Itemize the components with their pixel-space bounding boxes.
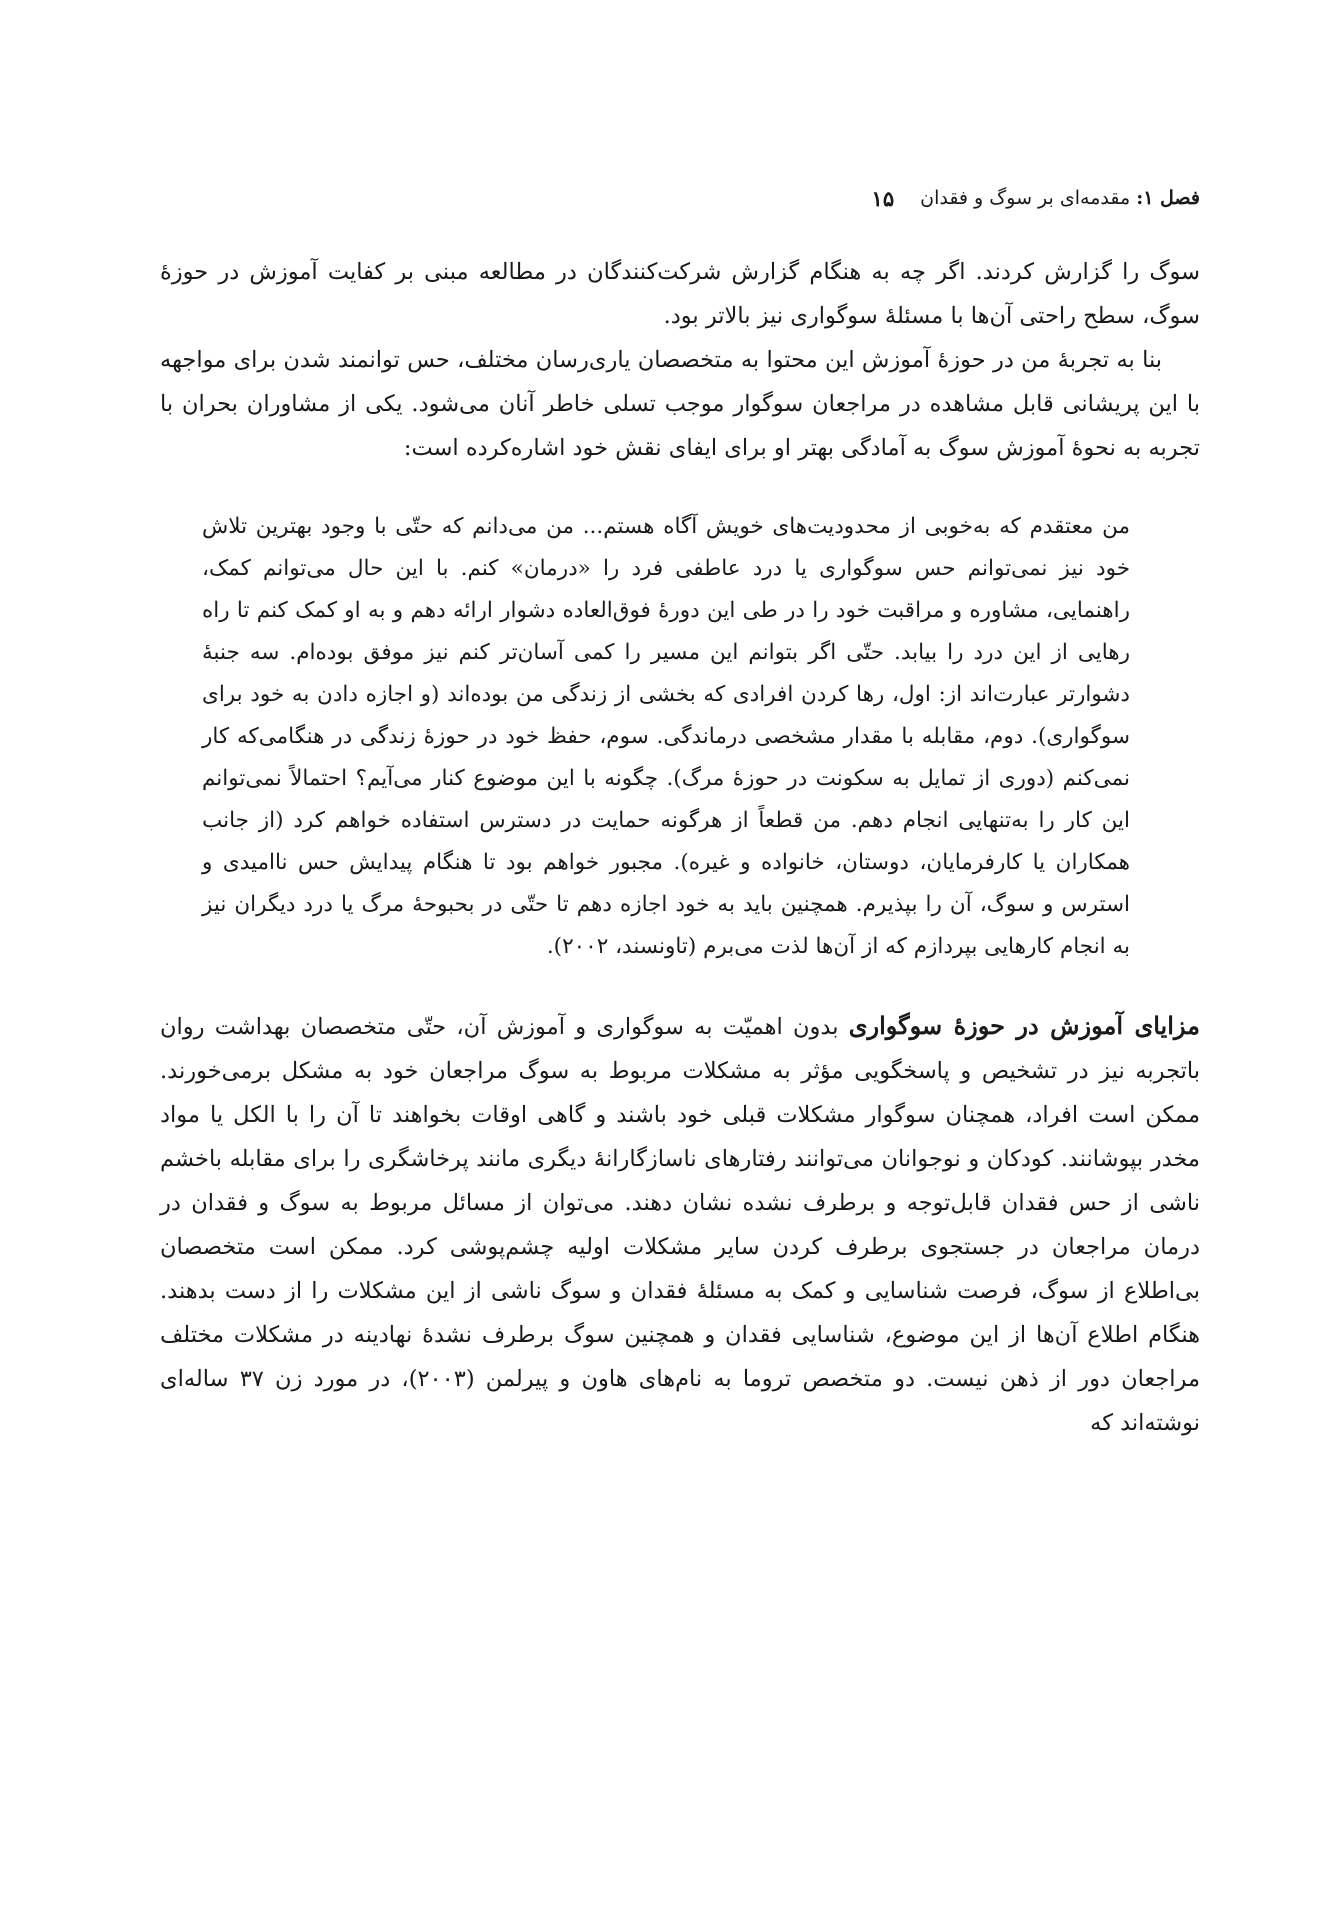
chapter-label: فصل ۱: bbox=[1136, 187, 1200, 209]
page-number: ۱۵ bbox=[871, 185, 895, 211]
paragraph-2: بنا به تجربهٔ من در حوزهٔ آموزش این محتوا به متخصصان یاری‌رسان مختلف، حس توانمند شدن برای مواجهه با این پریشانی قابل مشاهده در مراجعان سوگوار موجب تسلی خاطر آنان می‌شود. یکی از مشاوران بحران با تجربه به نحوهٔ آموزش سوگ به آمادگی بهتر او برای ایفای نقش خود اشاره‌کرده است: bbox=[160, 347, 1200, 461]
section-heading: مزایای آموزش در حوزهٔ سوگواری bbox=[848, 1011, 1200, 1040]
body-text bbox=[160, 250, 1200, 1445]
chapter-title bbox=[920, 187, 1200, 209]
block-quote: من معتقدم که به‌خوبی از محدودیت‌های خویش آگاه هستم... من می‌دانم که حتّی با وجود بهترین تلاش خود نیز نمی‌توانم حس سوگواری یا درد عاطفی فرد را «درمان» کنم. با این حال می‌توانم کمک، راهنمایی، مشاوره و مراقبت خود را در طی این دورهٔ فوق‌العاده دشوار ارائه دهم و به او کمک کنم تا راه رهایی از این درد را بیابد. حتّی اگر بتوانم این مسیر را کمی آسان‌تر کنم نیز موفق بوده‌ام. سه جنبهٔ دشوارتر عبارت‌اند از: اول، رها کردن افرادی که بخشی از زندگی من بوده‌اند (و اجازه دادن به خود برای سوگواری). دوم، مقابله با مقدار مشخصی درماندگی. سوم، حفظ خود در حوزهٔ زندگی در هنگامی‌که کار نمی‌کنم (دوری از تمایل به سکونت در حوزهٔ مرگ). چگونه با این موضوع کنار می‌آیم؟ احتمالاً نمی‌توانم این کار را به‌تنهایی انجام دهم. من قطعاً از هرگونه حمایت در دسترس استفاده خواهم کرد (از جانب همکاران یا کارفرمایان، دوستان، خانواده و غیره). مجبور خواهم بود تا هنگام پیدایش حس ناامیدی و استرس و سوگ، آن را بپذیرم. همچنین باید به خود اجازه دهم تا حتّی در بحبوحهٔ مرگ یا درد دیگران نیز به انجام کارهایی بپردازم که از آن‌ها لذت می‌برم (تاونسند، ۲۰۰۲). bbox=[202, 514, 1130, 959]
section-text: بدون اهمیّت به سوگواری و آموزش آن، حتّی متخصصان بهداشت روان باتجربه نیز در تشخیص و پاسخگویی مؤثر به مشکلات مربوط به سوگ مراجعان خود به مشکل برمی‌خورند. ممکن است افراد، همچنان سوگوار مشکلات قبلی خود باشند و گاهی اوقات بخواهند تا آن را با الکل یا مواد مخدر بپوشانند. کودکان و نوجوانان می‌توانند رفتارهای ناسازگارانهٔ دیگری مانند پرخاشگری را برای مقابله باخشم ناشی از حس فقدان قابل‌توجه و برطرف نشده نشان دهند. می‌توان از مسائل مربوط به سوگ و فقدان در درمان مراجعان در جستجوی برطرف کردن سایر مشکلات اولیه چشم‌پوشی کرد. ممکن است متخصصان بی‌اطلاع از سوگ، فرصت شناسایی و کمک به مسئلهٔ فقدان و سوگ ناشی از این مشکلات را از دست بدهند. هنگام اطلاع آن‌ها از این موضوع، شناسایی فقدان و همچنین سوگ برطرف نشدهٔ نهادینه در مشکلات مختلف مراجعان دور از ذهن نیست. دو متخصص تروما به نام‌های هاون و پیرلمن (۲۰۰۳)، در مورد زن ۳۷ ساله‌ای نوشته‌اند که bbox=[160, 1014, 1200, 1436]
paragraph-1: سوگ را گزارش کردند. اگر چه به هنگام گزارش شرکت‌کنندگان در مطالعه مبنی بر کفایت آموزش در حوزهٔ سوگ، سطح راحتی آن‌ها با مسئلهٔ سوگواری نیز بالاتر بود. bbox=[160, 259, 1200, 329]
running-header bbox=[160, 178, 1200, 218]
section-paragraph bbox=[160, 1004, 1200, 1445]
chapter-name: مقدمه‌ای بر سوگ و فقدان bbox=[920, 187, 1131, 209]
